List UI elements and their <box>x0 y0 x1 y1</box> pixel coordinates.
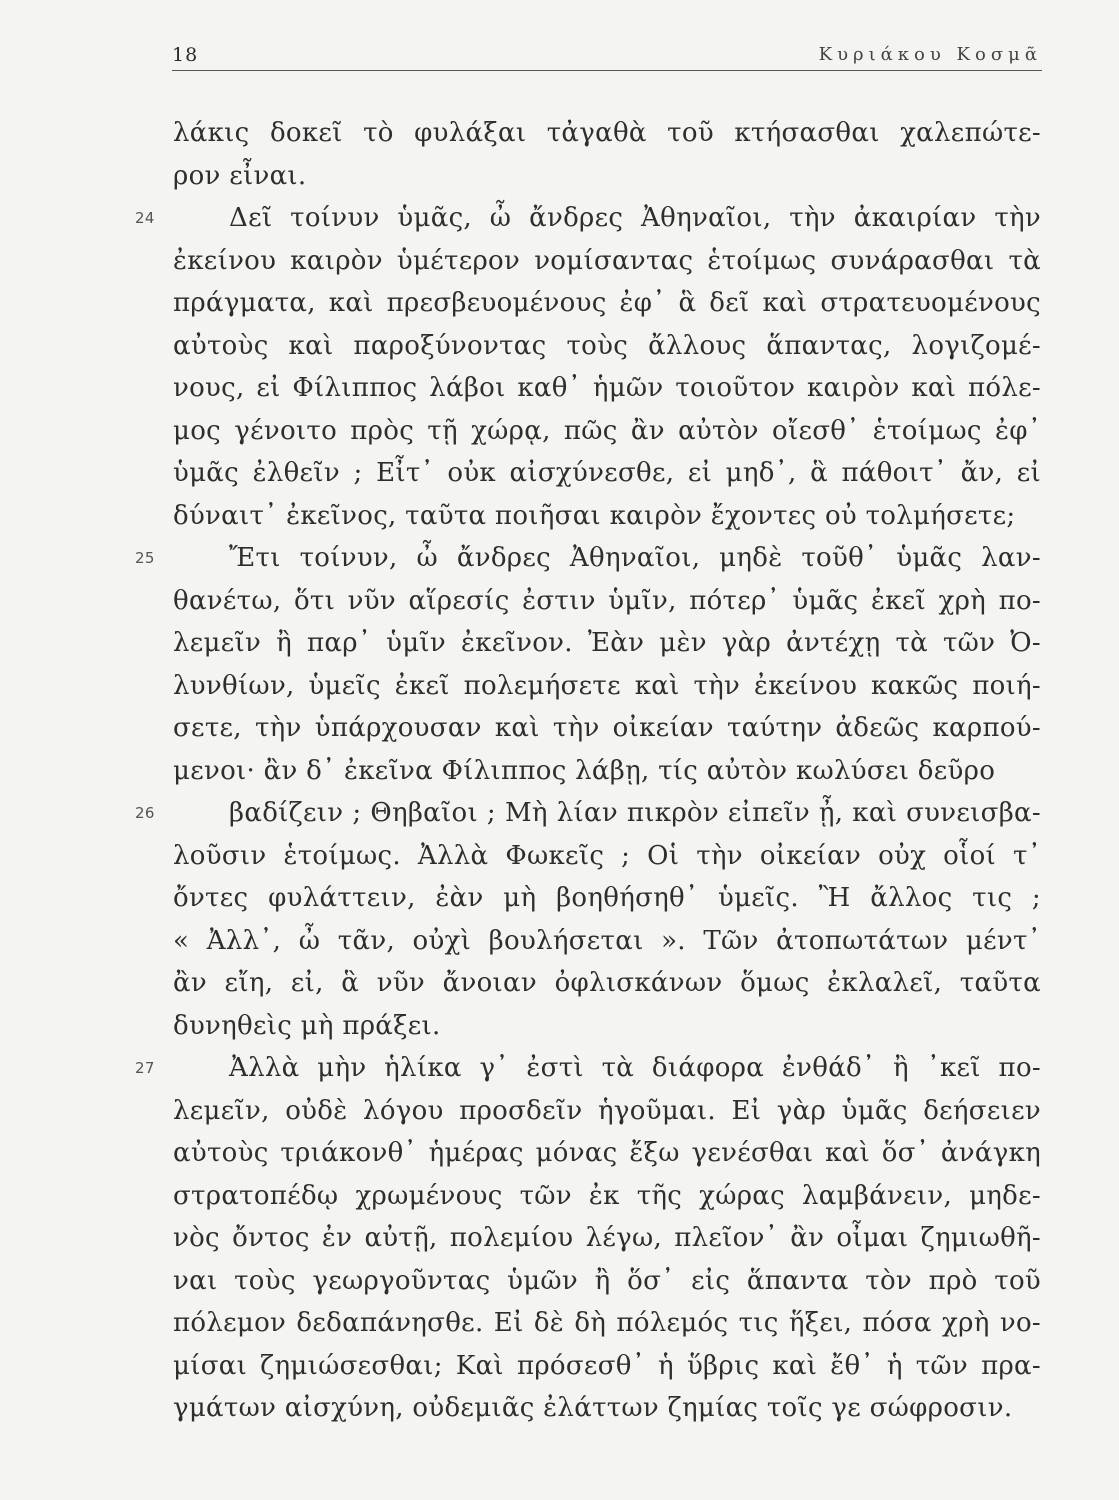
text-line <box>173 622 1041 665</box>
line-text: Δεῖ τοίνυν ὑμᾶς, ὦ ἄνδρες Ἀθηναῖοι, τὴν ἀκαιρίαν τὴν <box>229 203 1041 233</box>
text-line <box>173 367 1041 410</box>
text-line <box>135 197 1041 240</box>
line-text: μος γένοιτο πρὸς τῇ χώρᾳ, πῶς ἂν αὐτὸν οἴεσθ᾽ ἑτοίμως ἐφ᾽ <box>173 415 1041 446</box>
page-number: 18 <box>172 44 199 66</box>
section-marker: 27 <box>135 1059 155 1077</box>
text-line <box>173 1302 1041 1345</box>
text-line <box>173 835 1041 878</box>
text-line <box>173 1217 1041 1260</box>
text-line <box>173 1345 1041 1388</box>
line-text: Ἔτι τοίνυν, ὦ ἄνδρες Ἀθηναῖοι, μηδὲ τοῦθ᾽ ὑμᾶς λαν- <box>229 543 1041 573</box>
line-text: λοῦσιν ἑτοίμως. Ἀλλὰ Φωκεῖς ; Οἱ τὴν οἰκείαν οὐχ οἷοί τ᾽ <box>173 840 1041 871</box>
text-line <box>173 282 1041 325</box>
line-text: ἐκείνου καιρὸν ὑμέτερον νομίσαντας ἑτοίμως συνάρασθαι τὰ <box>173 245 1041 276</box>
text-line <box>173 707 1041 750</box>
line-text: ρον εἶναι. <box>173 160 307 191</box>
page-header <box>172 40 1042 71</box>
line-text: αὐτοὺς καὶ παροξύνοντας τοὺς ἄλλους ἅπαντας, λογιζομέ- <box>173 330 1041 361</box>
text-line <box>173 1005 1041 1048</box>
text-line <box>173 665 1041 708</box>
line-text: πράγματα, καὶ πρεσβευομένους ἐφ᾽ ἃ δεῖ καὶ στρατευομένους <box>173 288 1041 318</box>
line-text: ναι τοὺς γεωργοῦντας ὑμῶν ἢ ὅσ᾽ εἰς ἅπαντα τὸν πρὸ τοῦ <box>173 1265 1041 1296</box>
text-line <box>173 1175 1041 1218</box>
text-line <box>173 325 1041 368</box>
running-head: Κυριάκου Κοσμᾶ <box>818 44 1042 65</box>
line-text: δύναιτ᾽ ἐκεῖνος, ταῦτα ποιῆσαι καιρὸν ἔχοντες οὐ τολμήσετε; <box>173 500 1016 531</box>
line-text: λάκις δοκεῖ τὸ φυλάξαι τἀγαθὰ τοῦ κτήσασθαι χαλεπώτε- <box>173 118 1041 148</box>
section-marker: 26 <box>135 804 155 822</box>
text-line <box>135 537 1041 580</box>
line-text: λυνθίων, ὑμεῖς ἐκεῖ πολεμήσετε καὶ τὴν ἐκείνου κακῶς ποιή- <box>173 670 1041 701</box>
text-line <box>173 580 1041 623</box>
page-body-text <box>135 112 1041 1430</box>
line-text: γμάτων αἰσχύνη, οὐδεμιᾶς ἐλάττων ζημίας τοῖς γε σώφροσιν. <box>173 1393 1013 1423</box>
text-line <box>173 1260 1041 1303</box>
text-line <box>173 112 1041 155</box>
line-text: θανέτω, ὅτι νῦν αἵρεσίς ἐστιν ὑμῖν, πότερ᾽ ὑμᾶς ἐκεῖ χρὴ πο- <box>173 585 1041 616</box>
text-line <box>173 1387 1041 1430</box>
text-line <box>173 920 1041 963</box>
line-text: σετε, τὴν ὑπάρχουσαν καὶ τὴν οἰκείαν ταύτην ἀδεῶς καρπού- <box>173 713 1041 743</box>
text-line <box>173 155 1041 198</box>
line-text: ὄντες φυλάττειν, ἐὰν μὴ βοηθήσηθ᾽ ὑμεῖς. Ἢ ἄλλος τις ; <box>173 883 1041 913</box>
text-line <box>173 240 1041 283</box>
line-text: δυνηθεὶς μὴ πράξει. <box>173 1010 441 1041</box>
line-text: λεμεῖν ἢ παρ᾽ ὑμῖν ἐκεῖνον. Ἐὰν μὲν γὰρ ἀντέχῃ τὰ τῶν Ὀ- <box>173 628 1041 658</box>
line-text: ὑμᾶς ἐλθεῖν ; Εἶτ᾽ οὐκ αἰσχύνεσθε, εἰ μηδ᾽, ἃ πάθοιτ᾽ ἄν, εἰ <box>173 458 1041 488</box>
text-line <box>173 962 1041 1005</box>
line-text: νους, εἰ Φίλιππος λάβοι καθ᾽ ἡμῶν τοιοῦτον καιρὸν καὶ πόλε- <box>173 373 1041 403</box>
line-text: αὐτοὺς τριάκονθ᾽ ἡμέρας μόνας ἔξω γενέσθαι καὶ ὅσ᾽ ἀνάγκη <box>173 1138 1041 1168</box>
section-marker: 25 <box>135 549 155 567</box>
line-text: στρατοπέδῳ χρωμένους τῶν ἐκ τῆς χώρας λαμβάνειν, μηδε- <box>173 1180 1041 1211</box>
text-line <box>173 1132 1041 1175</box>
line-text: νὸς ὄντος ἐν αὐτῇ, πολεμίου λέγω, πλεῖον᾽ ἂν οἶμαι ζημιωθῆ- <box>173 1223 1041 1253</box>
line-text: ἂν εἴη, εἰ, ἃ νῦν ἄνοιαν ὀφλισκάνων ὅμως ἐκλαλεῖ, ταῦτα <box>173 968 1041 998</box>
text-line <box>173 452 1041 495</box>
text-line <box>173 750 1041 793</box>
line-text: μενοι· ἂν δ᾽ ἐκεῖνα Φίλιππος λάβῃ, τίς αὐτὸν κωλύσει δεῦρο <box>173 755 996 786</box>
line-text: « Ἀλλ᾽, ὦ τᾶν, οὐχὶ βουλήσεται ». Τῶν ἀτοπωτάτων μέντ᾽ <box>173 925 1041 956</box>
line-text: βαδίζειν ; Θηβαῖοι ; Μὴ λίαν πικρὸν εἰπεῖν ᾖ, καὶ συνεισβα- <box>229 798 1041 828</box>
text-line <box>173 1090 1041 1133</box>
line-text: λεμεῖν, οὐδὲ λόγου προσδεῖν ἡγοῦμαι. Εἰ γὰρ ὑμᾶς δεήσειεν <box>173 1095 1041 1126</box>
text-line <box>173 495 1041 538</box>
text-line <box>135 792 1041 835</box>
line-text: πόλεμον δεδαπάνησθε. Εἰ δὲ δὴ πόλεμός τις ἥξει, πόσα χρὴ νο- <box>173 1308 1041 1338</box>
text-line <box>173 410 1041 453</box>
line-text: Ἀλλὰ μὴν ἡλίκα γ᾽ ἐστὶ τὰ διάφορα ἐνθάδ᾽ ἢ ᾽κεῖ πο- <box>229 1053 1041 1083</box>
text-line <box>173 877 1041 920</box>
text-line <box>135 1047 1041 1090</box>
section-marker: 24 <box>135 209 155 227</box>
line-text: μίσαι ζημιώσεσθαι; Καὶ πρόσεσθ᾽ ἡ ὕβρις καὶ ἔθ᾽ ἡ τῶν πρα- <box>173 1350 1041 1381</box>
